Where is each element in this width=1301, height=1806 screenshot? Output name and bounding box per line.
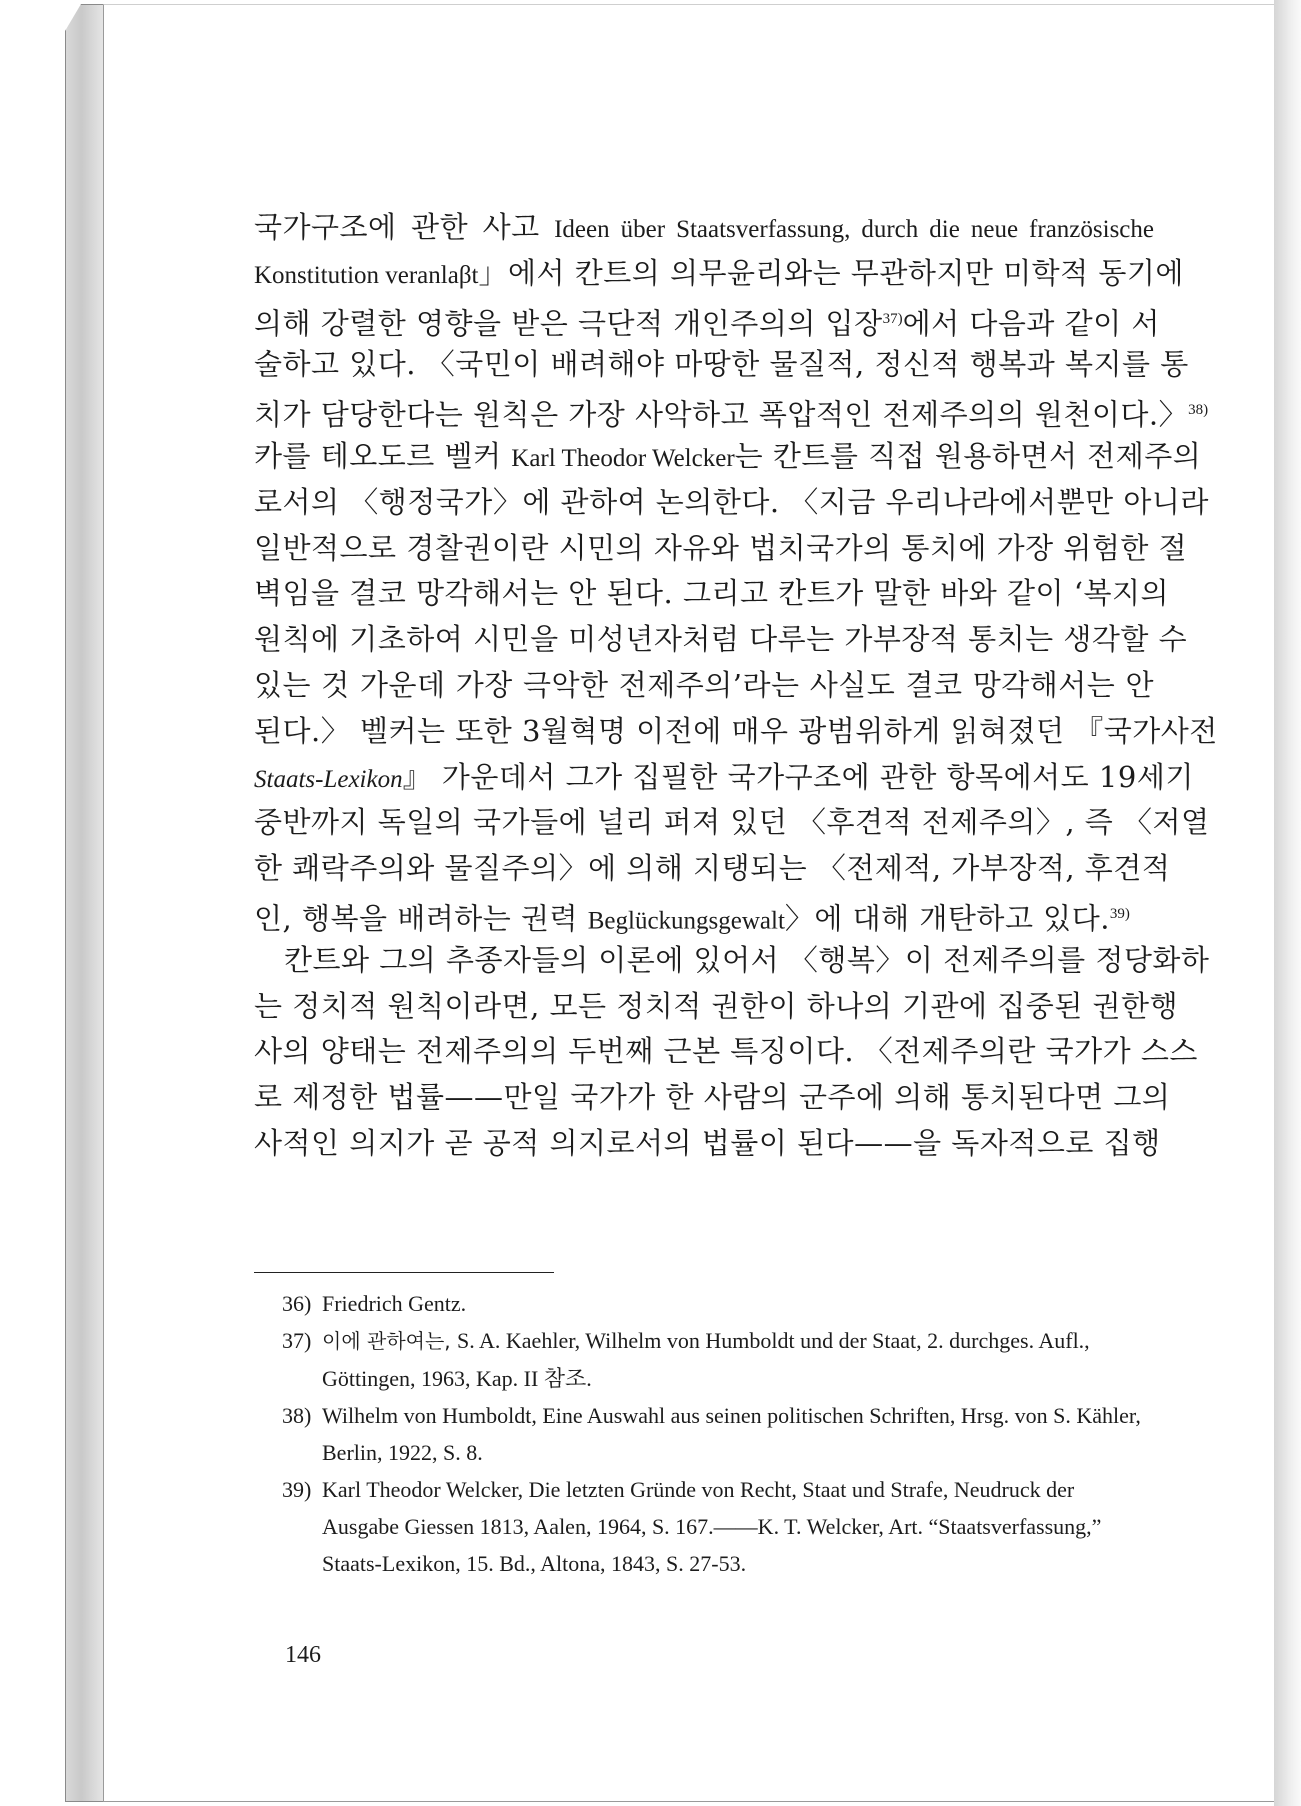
latin-text-segment: Konstitution veranlaβt — [254, 261, 479, 289]
body-text-segment: 된다.〉 벨커는 또한 3월혁명 이전에 매우 광범위하게 읽혀졌던 『국가사전 — [254, 713, 1218, 748]
body-line — [254, 846, 1171, 892]
body-line — [254, 1121, 1161, 1167]
body-text-segment: 술하고 있다. 〈국민이 배려해야 마땅한 물질적, 정신적 행복과 복지를 통 — [254, 347, 1189, 382]
body-text-segment: 일반적으로 경찰권이란 시민의 자유와 법치국가의 통치에 가장 위험한 절 — [254, 530, 1188, 565]
body-line — [254, 205, 1154, 251]
body-line — [254, 434, 1202, 480]
body-text-segment: 카를 테오도르 벨커 — [254, 438, 512, 473]
body-text-segment: 는 칸트를 직접 원용하면서 전제주의 — [734, 438, 1202, 473]
footnote-number: 36) — [282, 1291, 312, 1316]
body-text-segment: 한 쾌락주의와 물질주의〉에 의해 지탱되는 〈전제적, 가부장적, 후견적 — [254, 851, 1171, 886]
footnote-rule — [254, 1272, 554, 1273]
body-line — [254, 251, 1184, 297]
footnote-line — [322, 1397, 1152, 1434]
body-text-segment: 벽임을 결코 망각해서는 안 된다. 그리고 칸트가 말한 바와 같이 ‘복지의 — [254, 576, 1170, 611]
footnote-line: Ausgabe Giessen 1813, Aalen, 1964, S. 167.——K. T. Welcker, Art. “Staatsverfassung,” — [322, 1514, 1102, 1539]
footnote-citation: Wilhelm von Humboldt, Eine Auswahl aus seinen politischen Schriften, Hrsg. von S. Kähler, — [322, 1403, 1141, 1428]
latin-text-segment: Staats-Lexikon — [254, 765, 403, 793]
body-text-segment: 』 가운데서 그가 집필한 국가구조에 관한 항목에서도 19세기 — [402, 759, 1194, 794]
body-line — [254, 526, 1188, 572]
body-line — [254, 800, 1210, 846]
footnote-line: Staats-Lexikon, 15. Bd., Altona, 1843, S. 27-53. — [322, 1551, 747, 1576]
body-text-segment: 칸트와 그의 추종자들의 이론에 있어서 〈행복〉이 전제주의를 정당화하 — [284, 942, 1210, 977]
body-line — [254, 1029, 1198, 1075]
footnote-citation: S. A. Kaehler, Wilhelm von Humboldt und der Staat, 2. durchges. Aufl., — [457, 1328, 1090, 1353]
body-text-segment: 」에서 칸트의 의무윤리와는 무관하지만 미학적 동기에 — [478, 255, 1184, 290]
footnotes — [282, 1285, 1152, 1582]
footnote-line: Berlin, 1922, S. 8. — [322, 1440, 483, 1465]
body-line — [254, 1075, 1171, 1121]
body-line — [254, 617, 1188, 663]
body-text-segment: 치가 담당한다는 원칙은 가장 사악하고 폭압적인 전제주의의 원천이다.〉 — [254, 397, 1189, 432]
footnote — [282, 1397, 1152, 1471]
footnote-number: 39) — [282, 1477, 312, 1502]
footnote — [282, 1471, 1152, 1582]
body-line — [254, 709, 1218, 755]
footnote-citation: Karl Theodor Welcker, Die letzten Gründe von Recht, Staat und Strafe, Neudruck der — [322, 1477, 1075, 1502]
body-text-segment: 인, 행복을 배려하는 권력 — [254, 901, 588, 936]
footnote-line — [322, 1285, 1152, 1322]
body-line — [254, 388, 1209, 434]
body-text-segment: 중반까지 독일의 국가들에 널리 퍼져 있던 〈후견적 전제주의〉, 즉 〈저열 — [254, 805, 1210, 840]
body-line — [254, 342, 1189, 388]
footnote-line: Göttingen, 1963, Kap. II 참조. — [322, 1366, 592, 1391]
body-text-segment: 원칙에 기초하여 시민을 미성년자처럼 다루는 가부장적 통치는 생각할 수 — [254, 622, 1188, 657]
body-text-segment: 에서 다음과 같이 서 — [902, 306, 1160, 341]
body-line — [254, 297, 1160, 343]
body-text-segment: 는 정치적 원칙이라면, 모든 정치적 권한이 하나의 기관에 집중된 권한행 — [254, 988, 1179, 1023]
body-line — [254, 892, 1154, 938]
body-line — [254, 663, 1154, 709]
page-shadow — [1274, 0, 1301, 1806]
footnote-line — [322, 1471, 1152, 1508]
footnote-text: 이에 관하여는, — [322, 1329, 457, 1353]
footnote-text: Friedrich Gentz. — [322, 1291, 467, 1316]
body-text-segment: 로 제정한 법률——만일 국가가 한 사람의 군주에 의해 통치된다면 그의 — [254, 1080, 1171, 1115]
footnote — [282, 1285, 1152, 1322]
body-line — [254, 984, 1179, 1030]
body-text-segment: 사적인 의지가 곧 공적 의지로서의 법률이 된다——을 독자적으로 집행 — [254, 1125, 1161, 1160]
body-line — [254, 480, 1209, 526]
body-line — [254, 938, 1210, 984]
footnote-line — [322, 1322, 1152, 1360]
footnote-ref: 38) — [1188, 402, 1209, 419]
body-text-segment: 사의 양태는 전제주의의 두번째 근본 특징이다. 〈전제주의란 국가가 스스 — [254, 1034, 1198, 1069]
latin-text-segment: Karl Theodor Welcker — [511, 444, 735, 472]
book-edge — [65, 4, 105, 1802]
footnote-ref: 39) — [1109, 905, 1130, 922]
body-line — [254, 571, 1170, 617]
footnote — [282, 1322, 1152, 1397]
latin-text-segment: Beglückungsgewalt — [587, 907, 785, 935]
footnote-number: 38) — [282, 1403, 312, 1428]
body-text-segment: 〉에 대해 개탄하고 있다. — [784, 901, 1110, 936]
page-number: 146 — [285, 1642, 321, 1668]
body-line — [254, 755, 1194, 801]
body-text-segment: 로서의 〈행정국가〉에 관하여 논의한다. 〈지금 우리나라에서뿐만 아니라 — [254, 484, 1209, 519]
footnote-number: 37) — [282, 1328, 312, 1353]
footnote-ref: 37) — [882, 310, 903, 327]
body-text-segment: 있는 것 가운데 가장 극악한 전제주의’라는 사실도 결코 망각해서는 안 — [254, 667, 1154, 702]
latin-text-segment: Ideen über Staatsverfassung, durch die neue französische — [554, 216, 1154, 243]
body-text — [254, 205, 1218, 1167]
body-text-segment: 의해 강렬한 영향을 받은 극단적 개인주의의 입장 — [254, 306, 883, 341]
body-text-segment: 국가구조에 관한 사고 — [254, 210, 555, 244]
